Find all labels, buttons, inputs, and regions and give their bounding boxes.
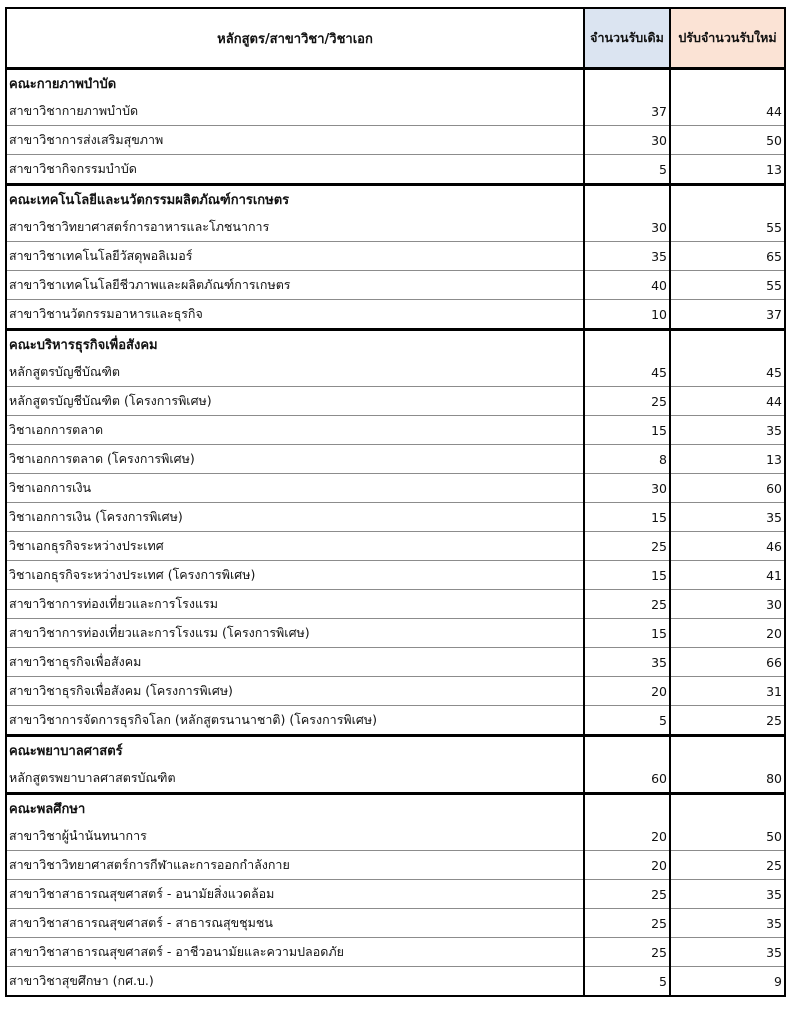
new-quota: 45 [670,358,785,387]
original-quota: 25 [584,590,670,619]
original-quota: 40 [584,271,670,300]
program-name: สาขาวิชาสุขศึกษา (กศ.บ.) [6,967,584,997]
original-quota: 25 [584,880,670,909]
new-quota: 35 [670,416,785,445]
table-row [6,300,785,330]
new-quota: 65 [670,242,785,271]
program-name: สาขาวิชาสาธารณสุขศาสตร์ - สาธารณสุขชุมชน [6,909,584,938]
new-quota: 20 [670,619,785,648]
program-name: สาขาวิชาสาธารณสุขศาสตร์ - อาชีวอนามัยและความปลอดภัย [6,938,584,967]
faculty-empty-cell [584,185,670,214]
program-name: สาขาวิชาวิทยาศาสตร์การกีฬาและการออกกำลังกาย [6,851,584,880]
new-quota: 9 [670,967,785,997]
table-row [6,909,785,938]
header-row [6,8,785,69]
original-quota: 25 [584,909,670,938]
new-quota: 31 [670,677,785,706]
original-quota: 20 [584,822,670,851]
table-row [6,213,785,242]
faculty-header-row [6,330,785,359]
faculty-empty-cell [670,185,785,214]
faculty-empty-cell [670,736,785,765]
new-quota: 41 [670,561,785,590]
new-quota: 35 [670,880,785,909]
faculty-name: คณะกายภาพบำบัด [6,69,584,98]
table-row [6,880,785,909]
program-name: วิชาเอกธุรกิจระหว่างประเทศ [6,532,584,561]
new-quota: 66 [670,648,785,677]
new-quota: 25 [670,706,785,736]
header-new-quota: ปรับจำนวนรับใหม่ [670,8,785,69]
new-quota: 46 [670,532,785,561]
new-quota: 13 [670,445,785,474]
faculty-header-row [6,69,785,98]
enrollment-table [5,7,786,997]
table-row [6,822,785,851]
program-name: สาขาวิชาธุรกิจเพื่อสังคม [6,648,584,677]
original-quota: 30 [584,213,670,242]
table-row [6,851,785,880]
faculty-header-row [6,736,785,765]
new-quota: 50 [670,126,785,155]
original-quota: 20 [584,677,670,706]
original-quota: 25 [584,532,670,561]
program-name: หลักสูตรพยาบาลศาสตรบัณฑิต [6,764,584,794]
table-row [6,126,785,155]
original-quota: 25 [584,387,670,416]
table-row [6,474,785,503]
new-quota: 35 [670,938,785,967]
table-row [6,358,785,387]
original-quota: 5 [584,967,670,997]
original-quota: 5 [584,155,670,185]
faculty-empty-cell [670,330,785,359]
program-name: สาขาวิชากายภาพบำบัด [6,97,584,126]
table-row [6,387,785,416]
table-row [6,619,785,648]
original-quota: 30 [584,474,670,503]
faculty-empty-cell [584,794,670,823]
faculty-header-row [6,185,785,214]
new-quota: 44 [670,97,785,126]
original-quota: 35 [584,648,670,677]
program-name: วิชาเอกการตลาด [6,416,584,445]
program-name: สาขาวิชาการท่องเที่ยวและการโรงแรม [6,590,584,619]
new-quota: 55 [670,213,785,242]
faculty-name: คณะพลศึกษา [6,794,584,823]
new-quota: 25 [670,851,785,880]
original-quota: 20 [584,851,670,880]
original-quota: 15 [584,416,670,445]
table-row [6,271,785,300]
new-quota: 37 [670,300,785,330]
table-row [6,561,785,590]
new-quota: 55 [670,271,785,300]
table-row [6,648,785,677]
original-quota: 15 [584,561,670,590]
faculty-name: คณะเทคโนโลยีและนวัตกรรมผลิตภัณฑ์การเกษตร [6,185,584,214]
original-quota: 15 [584,619,670,648]
program-name: สาขาวิชากิจกรรมบำบัด [6,155,584,185]
program-name: วิชาเอกการตลาด (โครงการพิเศษ) [6,445,584,474]
new-quota: 30 [670,590,785,619]
header-original-quota: จำนวนรับเดิม [584,8,670,69]
table-row [6,503,785,532]
original-quota: 35 [584,242,670,271]
table-row [6,97,785,126]
table-row [6,967,785,997]
new-quota: 44 [670,387,785,416]
program-name: สาขาวิชาการจัดการธุรกิจโลก (หลักสูตรนานาชาติ) (โครงการพิเศษ) [6,706,584,736]
original-quota: 60 [584,764,670,794]
original-quota: 37 [584,97,670,126]
table-row [6,416,785,445]
faculty-empty-cell [584,330,670,359]
table-row [6,242,785,271]
header-program: หลักสูตร/สาขาวิชา/วิชาเอก [6,8,584,69]
table-row [6,155,785,185]
program-name: หลักสูตรบัญชีบัณฑิต [6,358,584,387]
original-quota: 5 [584,706,670,736]
table-row [6,532,785,561]
new-quota: 60 [670,474,785,503]
faculty-empty-cell [584,69,670,98]
new-quota: 50 [670,822,785,851]
program-name: สาขาวิชาเทคโนโลยีชีวภาพและผลิตภัณฑ์การเกษตร [6,271,584,300]
program-name: สาขาวิชานวัตกรรมอาหารและธุรกิจ [6,300,584,330]
original-quota: 30 [584,126,670,155]
original-quota: 10 [584,300,670,330]
table-row [6,590,785,619]
program-name: วิชาเอกการเงิน (โครงการพิเศษ) [6,503,584,532]
enrollment-quota-sheet [5,7,784,997]
table-body [6,69,785,997]
program-name: สาขาวิชาเทคโนโลยีวัสดุพอลิเมอร์ [6,242,584,271]
table-row [6,764,785,794]
original-quota: 45 [584,358,670,387]
program-name: สาขาวิชาธุรกิจเพื่อสังคม (โครงการพิเศษ) [6,677,584,706]
faculty-empty-cell [584,736,670,765]
original-quota: 15 [584,503,670,532]
new-quota: 35 [670,909,785,938]
new-quota: 13 [670,155,785,185]
faculty-header-row [6,794,785,823]
program-name: สาขาวิชาผู้นำนันทนาการ [6,822,584,851]
program-name: วิชาเอกการเงิน [6,474,584,503]
faculty-name: คณะพยาบาลศาสตร์ [6,736,584,765]
table-row [6,938,785,967]
original-quota: 8 [584,445,670,474]
faculty-empty-cell [670,794,785,823]
program-name: สาขาวิชาสาธารณสุขศาสตร์ - อนามัยสิ่งแวดล้อม [6,880,584,909]
new-quota: 80 [670,764,785,794]
faculty-empty-cell [670,69,785,98]
program-name: วิชาเอกธุรกิจระหว่างประเทศ (โครงการพิเศษ) [6,561,584,590]
program-name: สาขาวิชาวิทยาศาสตร์การอาหารและโภชนาการ [6,213,584,242]
table-row [6,677,785,706]
new-quota: 35 [670,503,785,532]
table-row [6,706,785,736]
program-name: หลักสูตรบัญชีบัณฑิต (โครงการพิเศษ) [6,387,584,416]
original-quota: 25 [584,938,670,967]
table-row [6,445,785,474]
faculty-name: คณะบริหารธุรกิจเพื่อสังคม [6,330,584,359]
program-name: สาขาวิชาการส่งเสริมสุขภาพ [6,126,584,155]
program-name: สาขาวิชาการท่องเที่ยวและการโรงแรม (โครงการพิเศษ) [6,619,584,648]
